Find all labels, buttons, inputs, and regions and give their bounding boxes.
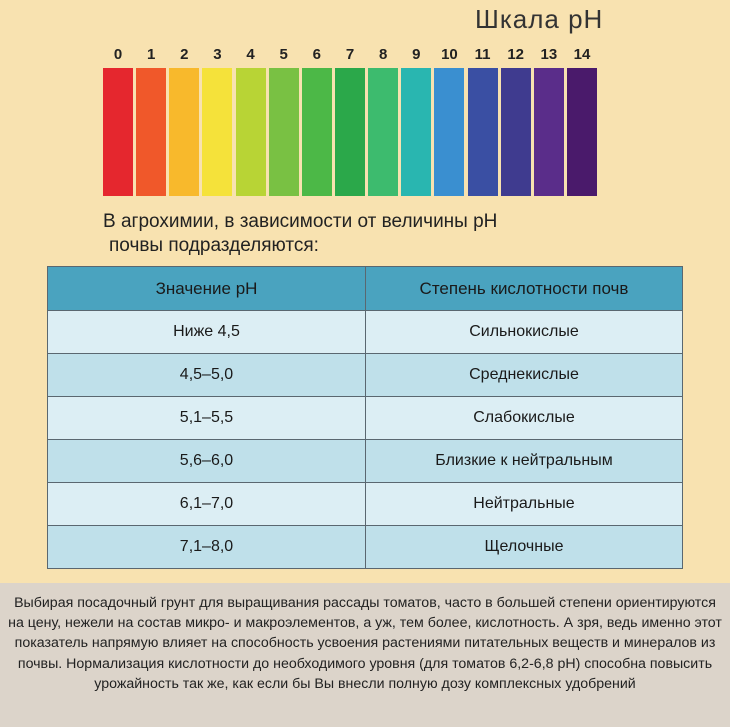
- ph-color-bar: [567, 68, 597, 196]
- ph-value-cell: 6,1–7,0: [48, 483, 366, 526]
- acidity-cell: Нейтральные: [366, 483, 683, 526]
- page-title: Шкала pH: [475, 4, 604, 34]
- ph-scale-number: 13: [540, 46, 558, 63]
- intro-line: В агрохимии, в зависимости от величины pH: [103, 211, 498, 232]
- ph-color-bar: [401, 68, 431, 196]
- table-row: [48, 354, 683, 397]
- table-row: [48, 483, 683, 526]
- ph-color-bar: [501, 68, 531, 196]
- ph-scale-number: 9: [412, 46, 421, 63]
- ph-color-bar: [434, 68, 464, 196]
- ph-scale-number: 12: [507, 46, 525, 63]
- ph-color-bar: [302, 68, 332, 196]
- ph-scale-number: 4: [246, 46, 255, 63]
- table-row: [48, 440, 683, 483]
- ph-color-bar: [103, 68, 133, 196]
- ph-value-cell: Ниже 4,5: [48, 311, 366, 354]
- ph-color-bar: [468, 68, 498, 196]
- intro-line: почвы подразделяются:: [109, 235, 319, 256]
- acidity-cell: Среднекислые: [366, 354, 683, 397]
- table-row: [48, 311, 683, 354]
- ph-scale: [103, 46, 597, 196]
- ph-color-bar: [169, 68, 199, 196]
- ph-value-cell: 7,1–8,0: [48, 526, 366, 569]
- ph-value-cell: 4,5–5,0: [48, 354, 366, 397]
- ph-scale-number: 6: [312, 46, 322, 63]
- description-paragraph: Выбирая посадочный грунт для выращивания рассады томатов, часто в большей степени ориентируются на цену, нежели на состав микро- и макроэлементов, а уж, тем более, кислотность. А зря, ведь именно этот показатель напрямую влияет на способность усвоения растениями питательных веществ и минералов из почвы. Нормализация кислотности до необходимого уровня (для томатов 6,2-6,8 pH) способна повысить урожайность так же, как если бы Вы внесли полную дозу комплексных удобрений: [0, 583, 730, 727]
- ph-classification-table: [47, 266, 683, 569]
- column-header-acidity: Степень кислотности почв: [366, 267, 683, 311]
- table-header-row: [48, 267, 683, 311]
- ph-color-bar: [534, 68, 564, 196]
- ph-scale-number: 2: [180, 46, 189, 63]
- ph-scale-number: 8: [378, 46, 388, 63]
- ph-color-bar: [335, 68, 365, 196]
- ph-color-bar: [269, 68, 299, 196]
- ph-scale-number: 14: [573, 46, 591, 63]
- ph-color-bar: [236, 68, 266, 196]
- ph-scale-bars: [103, 68, 597, 196]
- intro-text: [103, 210, 497, 258]
- ph-scale-number: 0: [113, 46, 123, 63]
- ph-scale-number: 1: [146, 46, 156, 63]
- acidity-cell: Щелочные: [366, 526, 683, 569]
- ph-scale-number: 3: [213, 46, 222, 63]
- ph-color-bar: [368, 68, 398, 196]
- table-row: [48, 397, 683, 440]
- ph-value-cell: 5,6–6,0: [48, 440, 366, 483]
- column-header-ph-value: Значение pH: [48, 267, 366, 311]
- ph-value-cell: 5,1–5,5: [48, 397, 366, 440]
- ph-scale-number: 7: [345, 46, 355, 63]
- acidity-cell: Слабокислые: [366, 397, 683, 440]
- ph-scale-number: 10: [441, 46, 458, 63]
- acidity-cell: Сильнокислые: [366, 311, 683, 354]
- ph-scale-number: 11: [474, 46, 491, 63]
- table-row: [48, 526, 683, 569]
- ph-color-bar: [202, 68, 232, 196]
- acidity-cell: Близкие к нейтральным: [366, 440, 683, 483]
- ph-color-bar: [136, 68, 166, 196]
- ph-scale-number: 5: [279, 46, 288, 63]
- ph-scale-numbers: [103, 46, 597, 66]
